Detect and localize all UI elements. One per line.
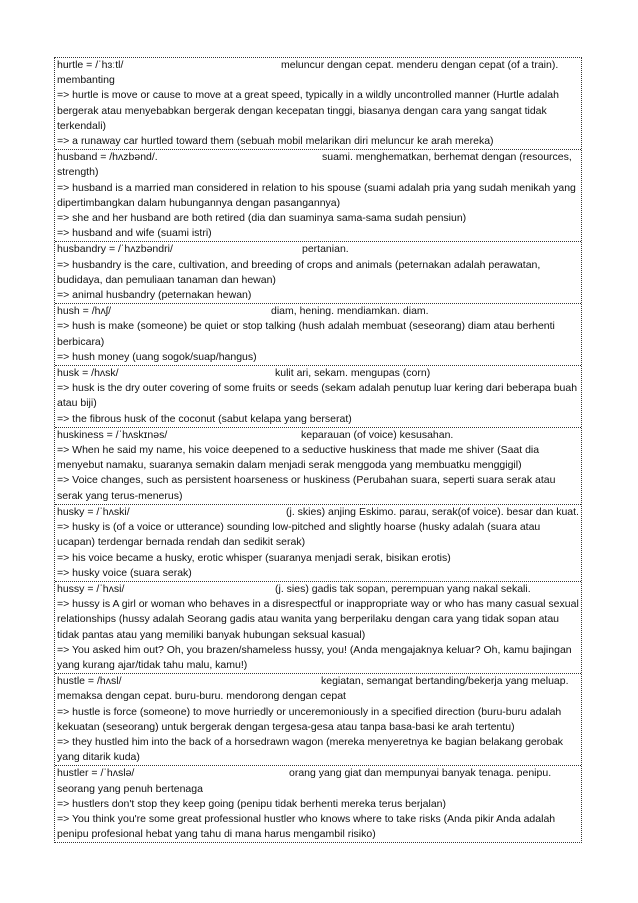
example-line: => a runaway car hurtled toward them (sebuah mobil melarikan diri meluncur ke arah mereka) [57,135,494,148]
entry-hustle [55,674,581,766]
entry-husky [55,505,581,582]
example-line: => they hustled him into the back of a horsedrawn wagon (mereka menyeretnya ke bagian belakang gerobak yang ditarik kuda) [57,735,564,764]
meaning: diam, hening. mendiamkan. diam. [271,305,429,318]
entry-head [57,582,579,597]
definition-line: => hustle is force (someone) to move hurriedly or unceremoniously in a specified direction (buru-buru adalah kekuatan (seseorang) untuk bergerak dengan tergesa-gesa atau tanpa basa-basi ke arah tertentu) [57,705,562,733]
headword: hustler = /ˈhʌslə/ [57,767,135,780]
dictionary-table [54,57,582,843]
definition-line: => husky is (of a voice or utterance) sounding low-pitched and slightly hoarse (husky adalah (suara atau ucapan) terdengar bernada rendah dan sedikit serak) [57,521,541,549]
headword: husband = /hʌzbənd/. [57,151,158,164]
meaning: pertanian. [302,243,349,256]
meaning-continuation: memaksa dengan cepat. buru-buru. mendorong dengan cepat [57,690,346,703]
entry-head [57,428,579,443]
meaning: (j. skies) anjing Eskimo. parau, serak(of voice). besar dan kuat. [286,505,579,518]
meaning: (j. sies) gadis tak sopan, perempuan yang nakal sekali. [275,582,531,595]
definition-line: => husbandry is the care, cultivation, and breeding of crops and animals (peternakan adalah perawatan, budidaya, dan pemuliaan tanaman dan hewan) [57,258,541,286]
example-line: => hustlers don't stop they keep going (penipu tidak berhenti mereka terus berjalan) [57,797,446,810]
entry-head [57,366,579,381]
definition-line: => husband is a married man considered in relation to his spouse (suami adalah pria yang sudah menikah yang dipertimbangkan dalam hubungannya dengan pasangannya) [57,181,576,209]
headword: hussy = /ˈhʌsi/ [57,582,125,595]
example-line: => You think you're some great professional hustler who knows where to take risks (Anda pikir Anda adalah penipu profesional hebat yang tahu di mana harus mengambil risiko) [57,812,556,841]
example-line: => husky voice (suara serak) [57,566,192,579]
headword: husky = /ˈhʌski/ [57,505,130,518]
definition-line: => husk is the dry outer covering of some fruits or seeds (sekam adalah penutup luar kering dari beberapa buah atau biji) [57,382,578,410]
entry-head [57,58,579,73]
meaning: orang yang giat dan mempunyai banyak tenaga. penipu. [289,767,552,780]
entry-hussy [55,582,581,674]
meaning: suami. menghematkan, berhemat dengan (resources, [322,151,572,164]
entry-head [57,674,579,689]
example-line: => You asked him out? Oh, you brazen/shameless hussy, you! (Anda mengajaknya keluar? Oh, kamu bajingan yang kurang ajar/tidak tahu malu, kamu!) [57,643,572,671]
entry-husbandry [55,242,581,304]
entry-head [57,150,579,165]
definition-line: => hurtle is move or cause to move at a great speed, typically in a wildly uncontrolled manner (Hurtle adalah bergerak atau menyebabkan bergerak dengan kecepatan tinggi, biasanya dengan cara yang sangat tidak terkendali) [57,89,559,132]
entry-hustler [55,766,581,842]
entry-husband [55,150,581,242]
meaning-continuation: strength) [57,166,99,179]
example-line: => animal husbandry (peternakan hewan) [57,289,252,302]
entry-hurtle [55,58,581,150]
headword: husk = /hʌsk/ [57,367,119,380]
definition-line: => hush is make (someone) be quiet or stop talking (hush adalah membuat (seseorang) diam atau berhenti berbicara) [57,320,555,348]
entry-husk [55,366,581,428]
meaning: meluncur dengan cepat. menderu dengan cepat (of a train). [281,59,559,71]
example-line: => his voice became a husky, erotic whisper (suaranya menjadi serak, bisikan erotis) [57,551,451,564]
definition-line: => hussy is A girl or woman who behaves in a disrespectful or inappropriate way or who has many casual sexual relationships (hussy adalah Seorang gadis atau wanita yang berperilaku dengan cara yang tidak sopan atau tidak pantas atau yang memiliki banyak hubungan seksual kasual) [57,598,579,641]
example-line: => Voice changes, such as persistent hoarseness or huskiness (Perubahan suara, seperti suara serak atau serak yang terus-menerus) [57,474,556,502]
entry-head [57,505,579,520]
example-line: => the fibrous husk of the coconut (sabut kelapa yang berserat) [57,412,352,425]
example-line: => husband and wife (suami istri) [57,227,212,240]
entry-head [57,242,579,257]
headword: husbandry = /ˈhʌzbəndri/ [57,243,173,256]
meaning: kulit ari, sekam. mengupas (corn) [275,367,431,380]
headword: huskiness = /ˈhʌskɪnəs/ [57,428,168,441]
entry-head [57,766,579,781]
meaning: kegiatan, semangat bertanding/bekerja yang meluap. [321,675,569,688]
entry-head [57,304,579,319]
entry-hush [55,304,581,366]
meaning-continuation: membanting [57,74,115,87]
example-line: => she and her husband are both retired (dia dan suaminya sama-sama sudah pensiun) [57,212,467,225]
definition-line: => When he said my name, his voice deepened to a seductive huskiness that made me shiver (Saat dia menyebut namaku, suaranya semakin dalam menjadi serak menggoda yang membuatku menggigil) [57,444,540,472]
headword: hurtle = /ˈhɜːtl/ [57,59,124,71]
meaning-continuation: seorang yang penuh bertenaga [57,782,203,795]
headword: hush = /hʌʃ/ [57,305,111,318]
headword: hustle = /hʌsl/ [57,675,122,688]
meaning: keparauan (of voice) kesusahan. [301,428,454,441]
entry-huskiness [55,428,581,505]
example-line: => hush money (uang sogok/suap/hangus) [57,350,257,363]
